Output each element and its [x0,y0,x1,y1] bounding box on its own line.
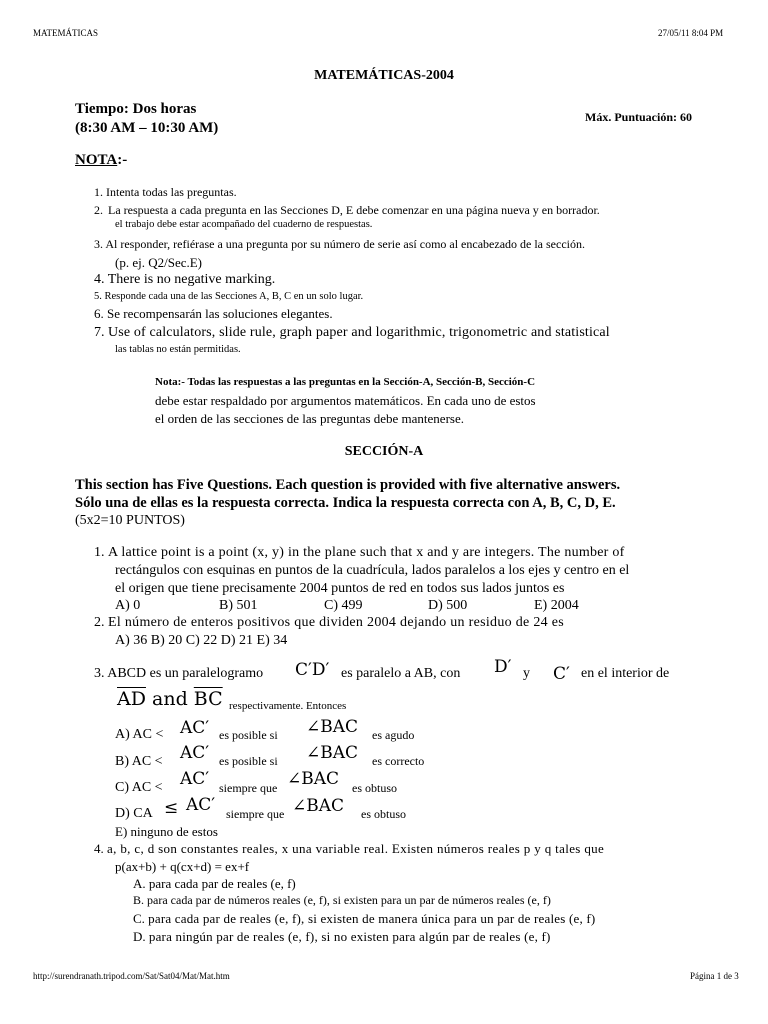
q3-b-ac: AC′ [180,743,210,763]
q1-line-1: 1. A lattice point is a point (x, y) in the plane such that x and y are integers. The number of [94,545,625,560]
nota2-line-3: el orden de las secciones de las preguntas debe mantenerse. [155,411,464,426]
q3-d-mid: siempre que [226,807,285,821]
q3-math-segments: $\overline{AD}$ and $\overline{BC}$ [117,688,223,710]
page-header-datetime: 27/05/11 8:04 PM [658,28,724,38]
q3-c-ac: AC′ [180,769,210,789]
q3-d-ac: AC′ [186,795,216,815]
note-1: 1. Intenta todas las preguntas. [94,185,237,199]
q3-d-angle: ∠BAC [292,796,345,816]
q2-options: A) 36 B) 20 C) 22 D) 21 E) 34 [115,633,288,648]
q3-d-prefix: D) CA [115,806,153,821]
q3-a-mid: es posible si [219,728,278,742]
q1-option-d: D) 500 [428,598,468,613]
q3-b-mid: es posible si [219,754,278,768]
q4-option-c: C. para cada par de reales (e, f), si existen de manera única para un par de reales (e, f) [133,911,596,926]
intro-line-3: (5x2=10 PUNTOS) [75,513,185,528]
page-footer-pagenum: Página 1 de 3 [690,971,739,981]
note-7-cont: las tablas no están permitidas. [115,344,241,355]
note-3-cont: (p. ej. Q2/Sec.E) [115,255,203,270]
q1-option-b: B) 501 [219,598,258,613]
nota2-line-2: debe estar respaldado por argumentos matemáticos. En cada uno de estos [155,393,536,408]
q3-a-end: es agudo [372,728,415,742]
q3-math-c: C′ [553,664,570,684]
q3-c-mid: siempre que [219,781,278,795]
q3-d-le: ≤ [164,798,179,818]
time-line-2: (8:30 AM – 10:30 AM) [75,120,219,136]
note-2-cont: el trabajo debe estar acompañado del cuaderno de respuestas. [115,219,373,230]
q3-b-angle: ∠BAC [306,743,359,763]
q1-option-e: E) 2004 [534,598,579,613]
nota2-line-1: Nota:- Todas las respuestas a las preguntas en la Sección-A, Sección-B, Sección-C [155,376,536,388]
intro-line-2: Sólo una de ellas es la respuesta correcta. Indica la respuesta correcta con A, B, C, D, E. [75,495,616,511]
note-3: 3. Al responder, refiérase a una pregunta por su número de serie así como al encabezado de la sección. [94,237,585,251]
q3-b-prefix: B) AC < [115,754,163,769]
q3-text-y: y [523,666,530,681]
q3-d-end: es obtuso [361,807,406,821]
q4-line-1: 4. a, b, c, d son constantes reales, x una variable real. Existen números reales p y q tales que [94,841,605,856]
note-6: 6. Se recompensarán las soluciones elegantes. [94,306,333,321]
q2-line-1: 2. El número de enteros positivos que dividen 2004 dejando un residuo de 24 es [94,615,565,630]
max-score: Máx. Puntuación: 60 [585,110,693,124]
q1-line-3: el origen que tiene precisamente 2004 puntos de red en todos sus lados juntos es [115,581,565,596]
q4-line-2: p(ax+b) + q(cx+d) = ex+f [115,859,250,874]
q3-c-end: es obtuso [352,781,397,795]
q3-line-1: 3. ABCD es un paralelogramo [94,666,264,681]
q3-text-interior: en el interior de [581,666,670,681]
time-line-1: Tiempo: Dos horas [75,101,197,117]
note-7: 7. Use of calculators, slide rule, graph paper and logarithmic, trigonometric and statistical [94,325,610,340]
q3-e-option: E) ninguno de estos [115,824,218,839]
q3-a-prefix: A) AC < [115,727,164,742]
note-4: 4. There is no negative marking. [94,272,276,287]
page-header-title: MATEMÁTICAS [33,28,99,38]
q3-respectively: respectivamente. Entonces [229,700,347,712]
q1-option-c: C) 499 [324,598,363,613]
q4-option-a: A. para cada par de reales (e, f) [133,876,296,891]
note-5: 5. Responde cada una de las Secciones A, B, C en un solo lugar. [94,291,364,302]
page-footer-url: http://surendranath.tripod.com/Sat/Sat04/Mat/Mat.htm [33,971,230,981]
q4-option-b: B. para cada par de números reales (e, f), si existen para un par de números reales (e, f) [133,893,551,907]
q3-math-cd: C′D′ [295,660,330,680]
q3-a-angle: ∠BAC [306,717,359,737]
q3-a-ac: AC′ [180,718,210,738]
q3-b-end: es correcto [372,754,425,768]
q3-math-d: D′ [494,657,512,677]
section-title: SECCIÓN-A [344,444,424,459]
nota-heading: NOTA:- [75,152,128,168]
q3-c-angle: ∠BAC [287,769,340,789]
q1-line-2: rectángulos con esquinas en puntos de la cuadrícula, lados paralelos a los ejes y centro en el [115,563,630,578]
q3-c-prefix: C) AC < [115,780,163,795]
intro-line-1: This section has Five Questions. Each question is provided with five alternative answers. [75,477,621,493]
note-2: 2. La respuesta a cada pregunta en las Secciones D, E debe comenzar en una página nueva y en borrador. [94,203,600,217]
page-title: MATEMÁTICAS-2004 [314,68,454,83]
q3-text-parallel: es paralelo a AB, con [341,666,461,681]
q4-option-d: D. para ningún par de reales (e, f), si no existen para algún par de reales (e, f) [133,929,551,944]
q1-option-a: A) 0 [115,598,141,613]
